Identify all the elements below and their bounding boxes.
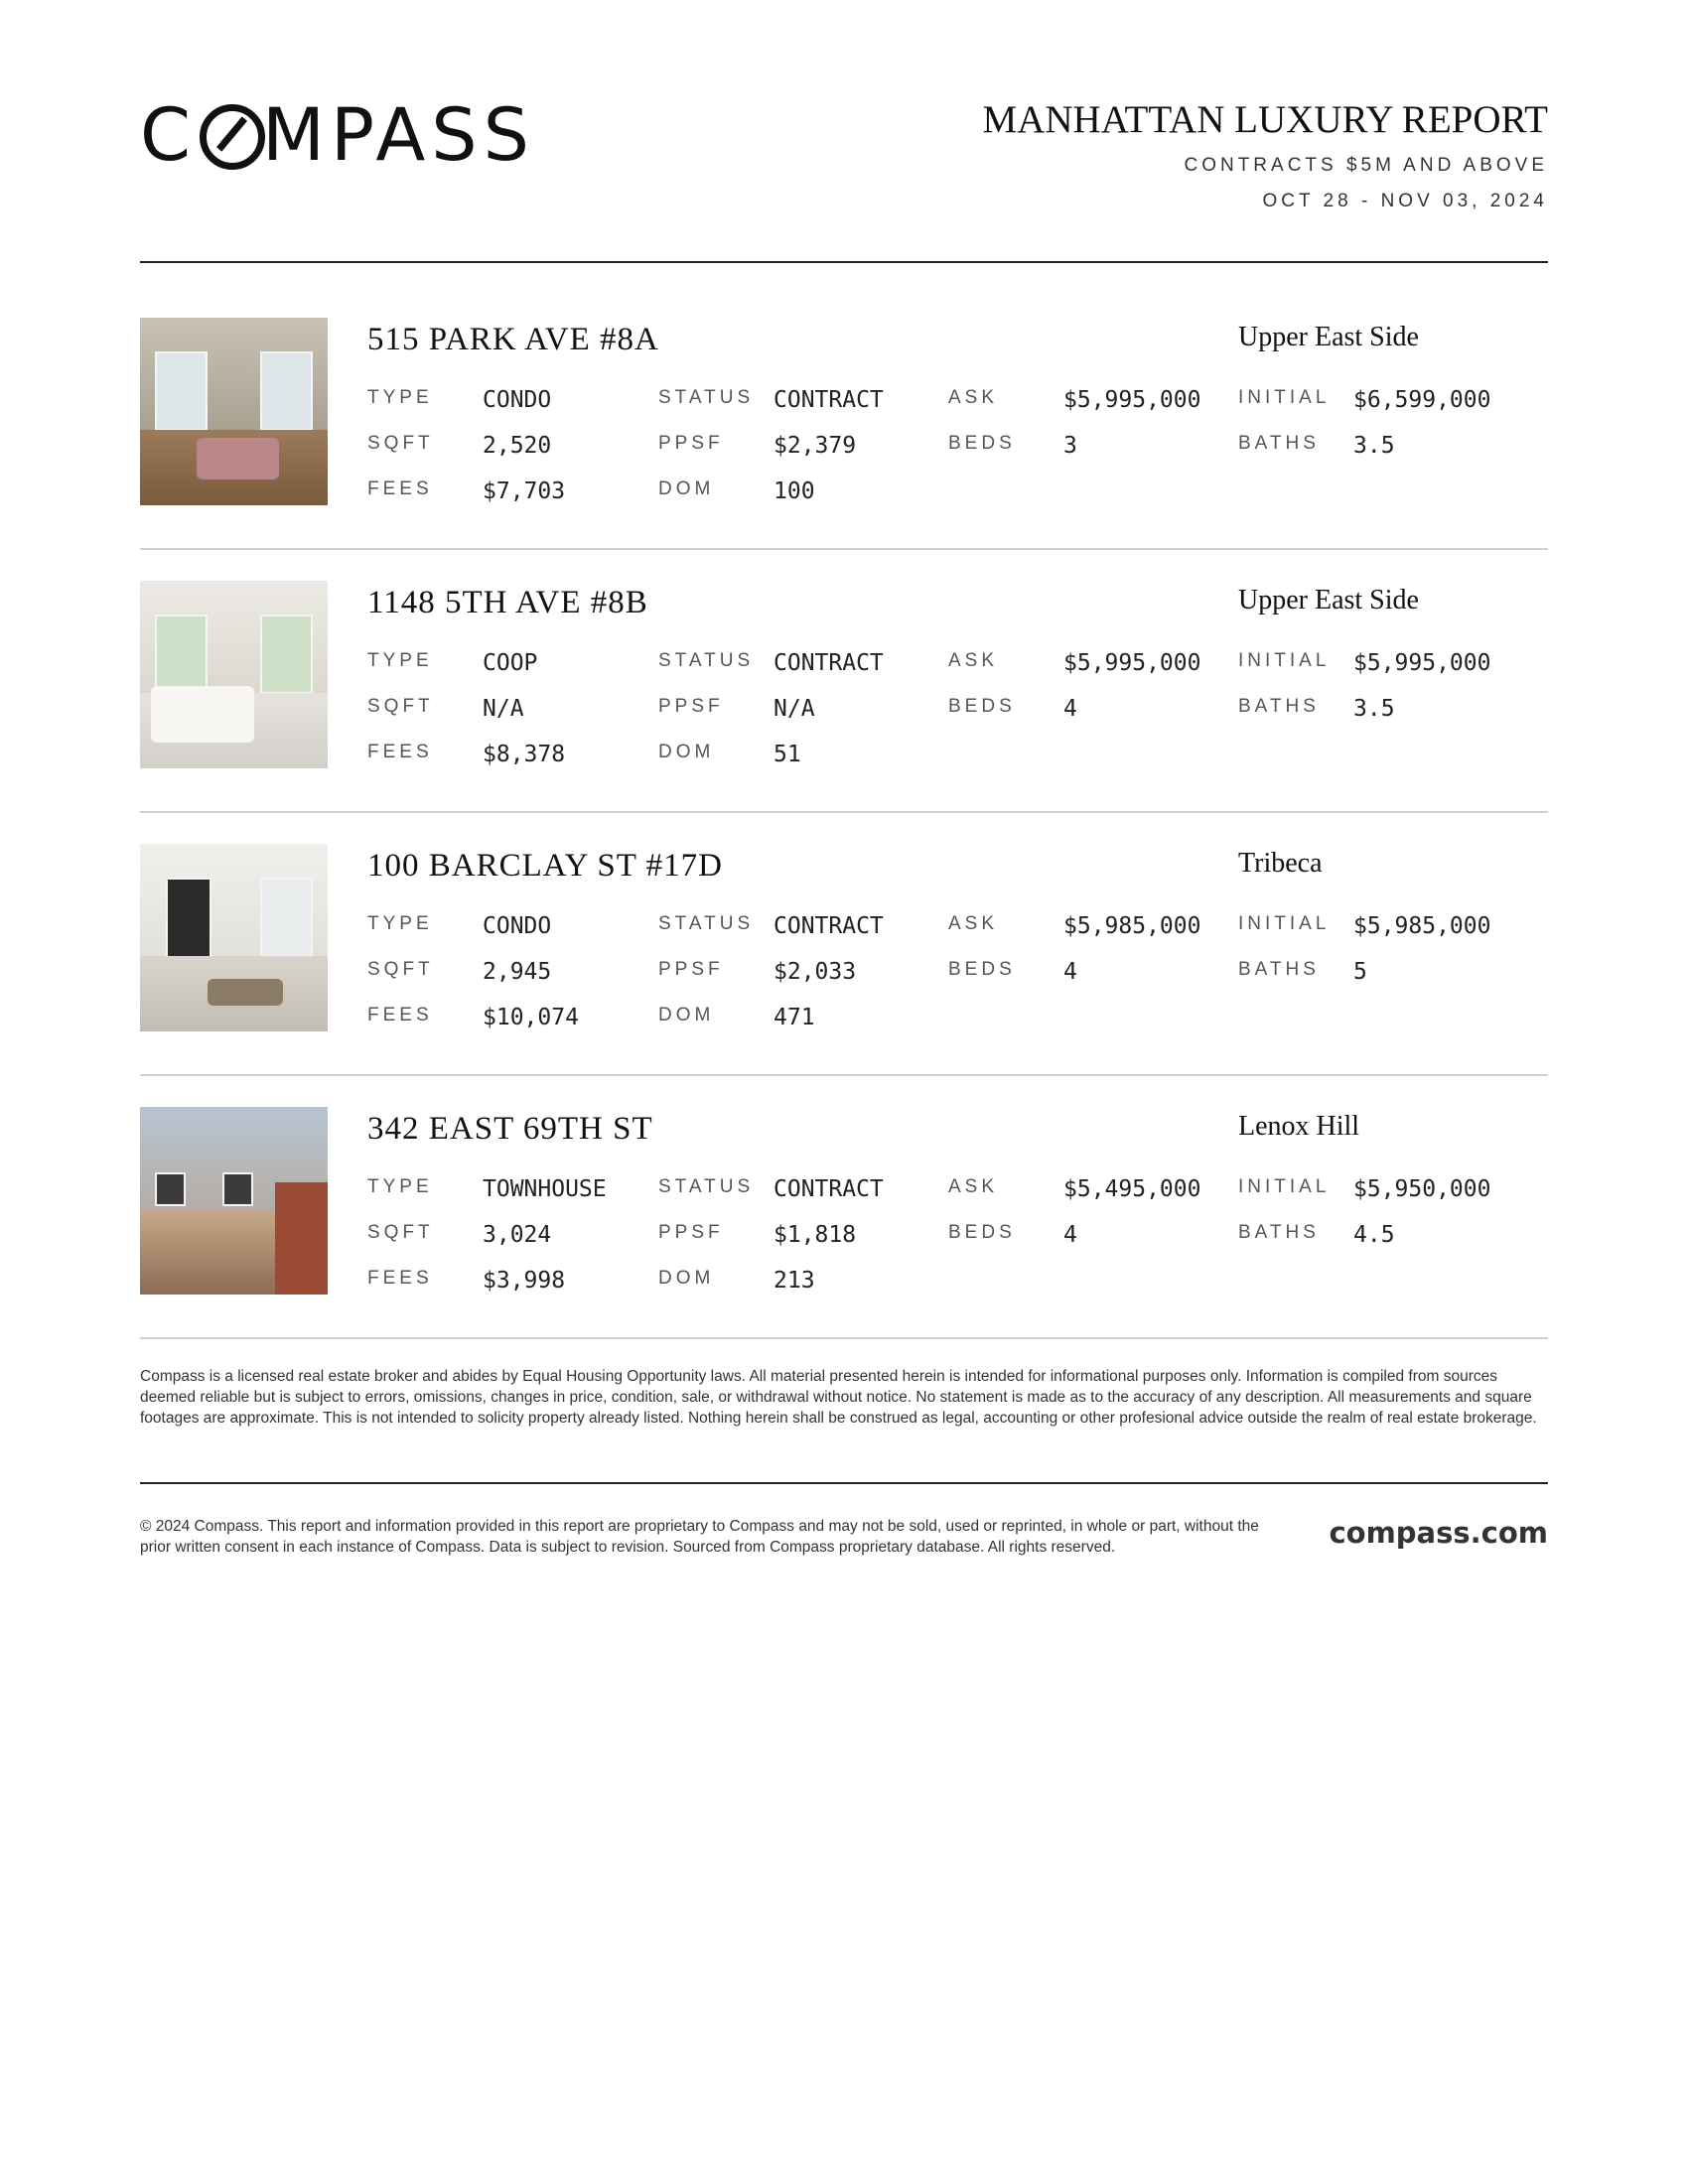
ask-label: ASK <box>948 1176 999 1197</box>
type-value: CONDO <box>483 913 552 939</box>
baths-label: BATHS <box>1238 696 1320 717</box>
dom-value: 471 <box>774 1005 815 1030</box>
listing-photo <box>140 1107 328 1295</box>
baths-value: 4.5 <box>1353 1222 1395 1248</box>
report-subtitle: CONTRACTS $5M AND ABOVE <box>1184 155 1548 176</box>
fees-label: FEES <box>367 478 433 499</box>
dom-value: 51 <box>774 742 801 767</box>
dom-label: DOM <box>658 742 715 762</box>
ppsf-label: PPSF <box>658 433 724 454</box>
header-divider <box>140 261 1548 263</box>
listing-divider <box>140 1074 1548 1076</box>
ask-value: $5,995,000 <box>1063 387 1201 413</box>
ask-label: ASK <box>948 913 999 934</box>
ppsf-value: N/A <box>774 696 815 722</box>
listing-card <box>140 581 1548 844</box>
initial-label: INITIAL <box>1238 650 1331 671</box>
footer-divider <box>140 1482 1548 1484</box>
status-value: CONTRACT <box>774 650 884 676</box>
fees-label: FEES <box>367 742 433 762</box>
baths-label: BATHS <box>1238 433 1320 454</box>
sqft-label: SQFT <box>367 959 434 980</box>
initial-value: $5,985,000 <box>1353 913 1491 939</box>
sqft-value: N/A <box>483 696 524 722</box>
ask-value: $5,495,000 <box>1063 1176 1201 1202</box>
fees-label: FEES <box>367 1268 433 1289</box>
ask-value: $5,985,000 <box>1063 913 1201 939</box>
ppsf-value: $2,379 <box>774 433 857 459</box>
listing-card <box>140 844 1548 1107</box>
initial-value: $5,995,000 <box>1353 650 1491 676</box>
status-value: CONTRACT <box>774 387 884 413</box>
dom-label: DOM <box>658 1268 715 1289</box>
beds-label: BEDS <box>948 1222 1016 1243</box>
initial-value: $5,950,000 <box>1353 1176 1491 1202</box>
report-title: MANHATTAN LUXURY REPORT <box>982 98 1548 141</box>
status-value: CONTRACT <box>774 1176 884 1202</box>
ppsf-label: PPSF <box>658 696 724 717</box>
initial-label: INITIAL <box>1238 387 1331 408</box>
sqft-label: SQFT <box>367 433 434 454</box>
listing-photo <box>140 844 328 1031</box>
compass-logo: C MPASS <box>140 93 535 178</box>
baths-value: 3.5 <box>1353 433 1395 459</box>
listing-photo <box>140 318 328 505</box>
sqft-value: 2,520 <box>483 433 552 459</box>
sqft-value: 2,945 <box>483 959 552 985</box>
baths-value: 5 <box>1353 959 1367 985</box>
status-label: STATUS <box>658 913 755 934</box>
sqft-label: SQFT <box>367 1222 434 1243</box>
type-value: TOWNHOUSE <box>483 1176 607 1202</box>
listing-address: 515 PARK AVE #8A <box>367 322 659 357</box>
fees-value: $10,074 <box>483 1005 579 1030</box>
copyright-text: © 2024 Compass. This report and information provided in this report are proprietary to Compass and may not be sold, used or reprinted, in whole or part, without the prior written consent in each instance of Compass. Data is subject to revision. Sourced from Compass proprietary database. All rights reserved. <box>140 1518 1259 1556</box>
listing-divider <box>140 548 1548 550</box>
type-value: COOP <box>483 650 538 676</box>
ppsf-label: PPSF <box>658 959 724 980</box>
beds-value: 3 <box>1063 433 1077 459</box>
ask-label: ASK <box>948 650 999 671</box>
type-value: CONDO <box>483 387 552 413</box>
ask-value: $5,995,000 <box>1063 650 1201 676</box>
initial-label: INITIAL <box>1238 1176 1331 1197</box>
status-value: CONTRACT <box>774 913 884 939</box>
status-label: STATUS <box>658 650 755 671</box>
ppsf-value: $2,033 <box>774 959 857 985</box>
listing-divider <box>140 811 1548 813</box>
fees-value: $7,703 <box>483 478 566 504</box>
listing-neighborhood: Tribeca <box>1238 848 1323 879</box>
dom-label: DOM <box>658 1005 715 1025</box>
sqft-label: SQFT <box>367 696 434 717</box>
report-date-range: OCT 28 - NOV 03, 2024 <box>1262 191 1548 211</box>
type-label: TYPE <box>367 650 433 671</box>
listing-card <box>140 1107 1548 1370</box>
ppsf-value: $1,818 <box>774 1222 857 1248</box>
status-label: STATUS <box>658 387 755 408</box>
listing-neighborhood: Upper East Side <box>1238 585 1419 615</box>
dom-value: 100 <box>774 478 815 504</box>
ask-label: ASK <box>948 387 999 408</box>
listing-photo <box>140 581 328 768</box>
listing-address: 1148 5TH AVE #8B <box>367 585 648 620</box>
type-label: TYPE <box>367 1176 433 1197</box>
beds-value: 4 <box>1063 959 1077 985</box>
baths-label: BATHS <box>1238 959 1320 980</box>
type-label: TYPE <box>367 387 433 408</box>
listing-neighborhood: Lenox Hill <box>1238 1111 1360 1142</box>
listing-address: 100 BARCLAY ST #17D <box>367 848 723 884</box>
fees-value: $8,378 <box>483 742 566 767</box>
listing-card <box>140 318 1548 581</box>
beds-label: BEDS <box>948 696 1016 717</box>
compass-o-logo-icon <box>198 102 261 166</box>
beds-label: BEDS <box>948 959 1016 980</box>
ppsf-label: PPSF <box>658 1222 724 1243</box>
fees-value: $3,998 <box>483 1268 566 1294</box>
website-link[interactable]: compass.com <box>1329 1516 1548 1550</box>
sqft-value: 3,024 <box>483 1222 552 1248</box>
type-label: TYPE <box>367 913 433 934</box>
baths-value: 3.5 <box>1353 696 1395 722</box>
dom-value: 213 <box>774 1268 815 1294</box>
status-label: STATUS <box>658 1176 755 1197</box>
initial-label: INITIAL <box>1238 913 1331 934</box>
fees-label: FEES <box>367 1005 433 1025</box>
beds-value: 4 <box>1063 696 1077 722</box>
beds-value: 4 <box>1063 1222 1077 1248</box>
dom-label: DOM <box>658 478 715 499</box>
listing-neighborhood: Upper East Side <box>1238 322 1419 352</box>
disclaimer-text: Compass is a licensed real estate broker and abides by Equal Housing Opportunity laws. All material presented herein is intended for informational purposes only. Information is compiled from sources deemed reliable but is subject to errors, omissions, changes in price, condition, sale, or withdrawal without notice. No statement is made as to the accuracy of any description. All measurements and square footages are approximate. This is not intended to solicity property already listed. Nothing herein shall be construed as legal, accounting or other profesional advice outside the realm of real estate brokerage. <box>140 1368 1537 1427</box>
initial-value: $6,599,000 <box>1353 387 1491 413</box>
beds-label: BEDS <box>948 433 1016 454</box>
listing-divider <box>140 1337 1548 1339</box>
baths-label: BATHS <box>1238 1222 1320 1243</box>
listing-address: 342 EAST 69TH ST <box>367 1111 653 1147</box>
